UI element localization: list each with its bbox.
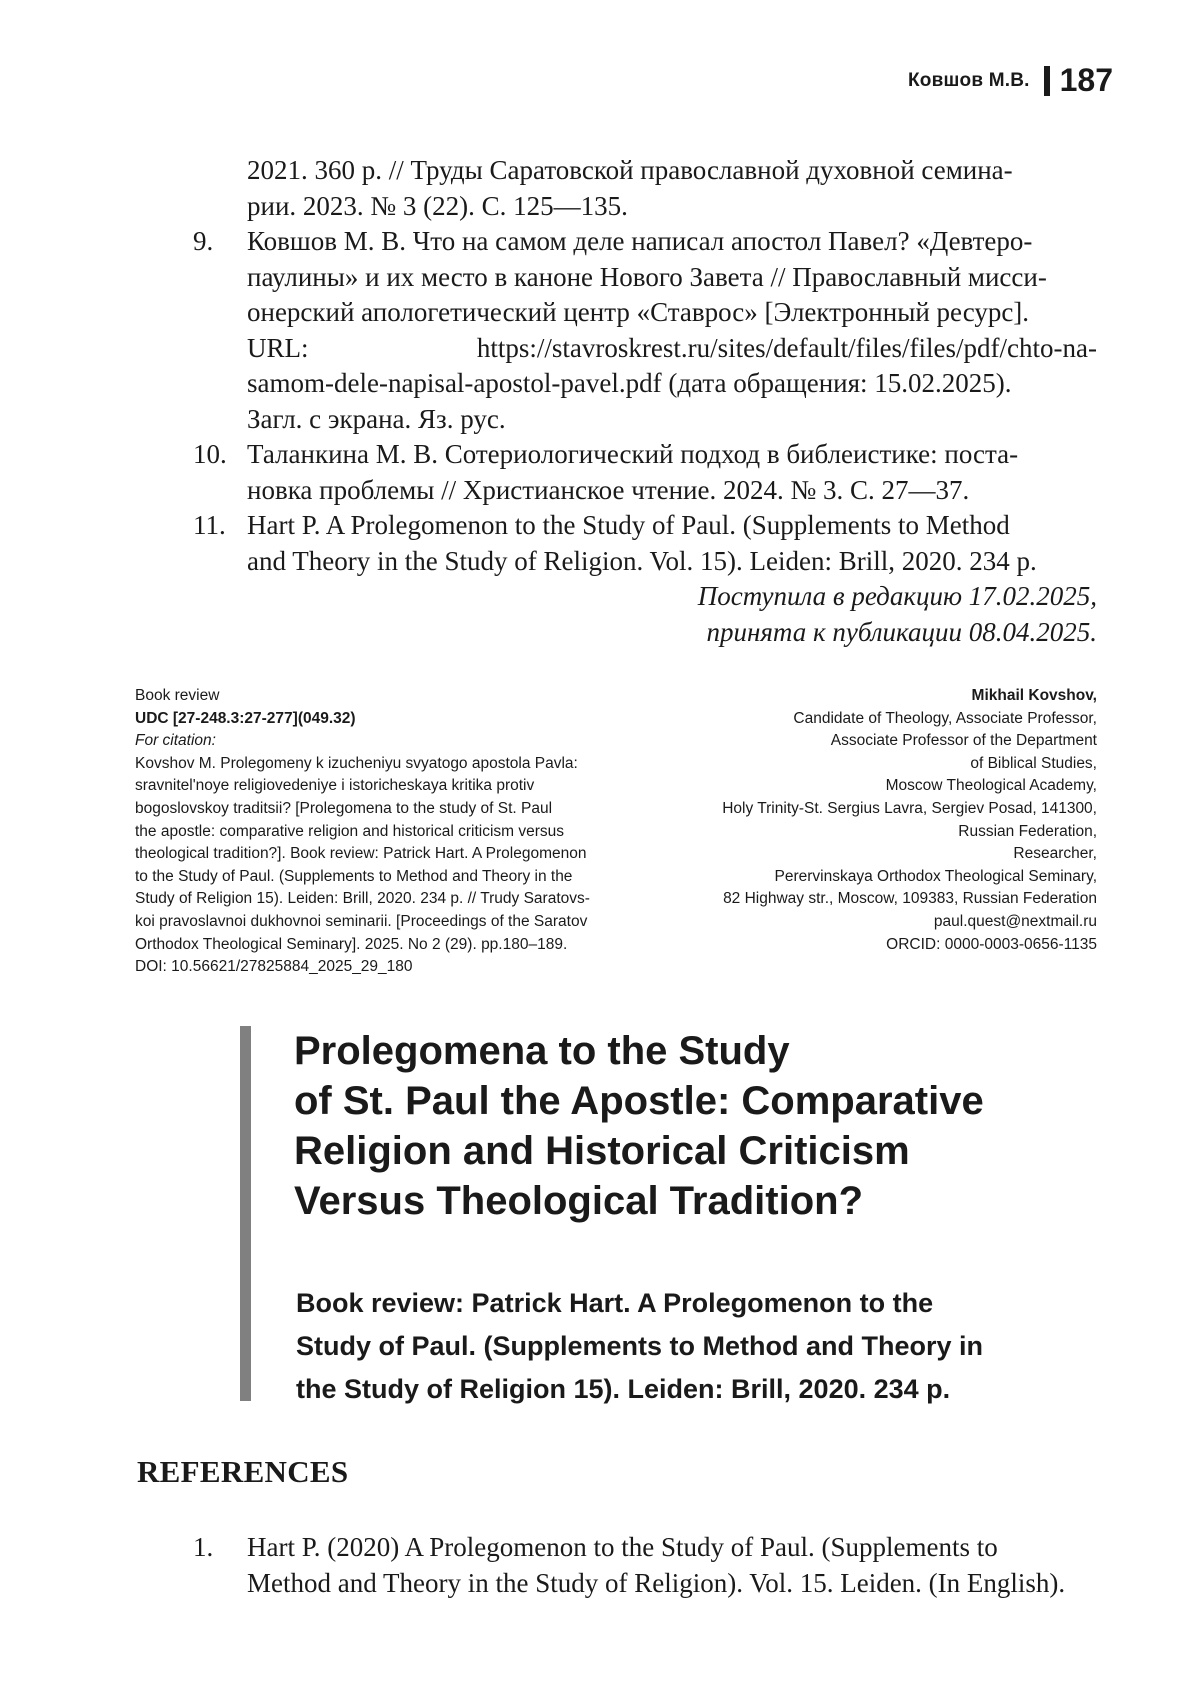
title-block xyxy=(240,1026,1131,1404)
citation-line: koi pravoslavnoi dukhovnoi seminarii. [Proceedings of the Saratov xyxy=(135,912,588,930)
reference-number: 9. xyxy=(193,226,214,256)
text-line: Загл. с экрана. Яз. рус. xyxy=(247,403,506,434)
citation-line: Study of Religion 15). Leiden: Brill, 2020. 234 p. // Trudy Saratovs- xyxy=(135,890,590,908)
author-info-line: Candidate of Theology, Associate Professor, xyxy=(793,709,1097,727)
citation-line: to the Study of Paul. (Supplements to Method and Theory in the xyxy=(135,867,573,885)
reference-item xyxy=(193,508,1097,579)
article-title xyxy=(294,1026,1114,1226)
author-email[interactable]: paul.quest@nextmail.ru xyxy=(933,912,1097,930)
citation-line: Kovshov M. Prolegomeny k izucheniyu svyatogo apostola Pavla: xyxy=(135,754,578,772)
text-line: and Theory in the Study of Religion. Vol. 15). Leiden: Brill, 2020. 234 p. xyxy=(247,545,1037,576)
text-line: новка проблемы // Христианское чтение. 2024. № 3. С. 27—37. xyxy=(247,474,970,505)
reference-number: 11. xyxy=(193,510,226,540)
author-info-line: Moscow Theological Academy, xyxy=(885,777,1097,795)
text-line: Ковшов М. В. Что на самом деле написал апостол Павел? «Девтеро- xyxy=(247,226,1033,256)
references-heading: REFERENCES xyxy=(137,1454,349,1489)
author-info-line: Associate Professor of the Department xyxy=(830,732,1097,750)
url-link[interactable]: https://stavroskrest.ru/sites/default/files/files/pdf/chto-na- xyxy=(476,332,1097,363)
for-citation-label: For citation: xyxy=(135,732,216,750)
title-line: Prolegomena to the Study xyxy=(294,1029,790,1073)
text-line: Method and Theory in the Study of Religion). Vol. 15. Leiden. (In English). xyxy=(247,1567,1066,1598)
references-english xyxy=(193,1530,1097,1601)
text-line: паулины» и их место в каноне Нового Завета // Православный мисси- xyxy=(247,261,1047,292)
text-line: 2021. 360 p. // Труды Саратовской православной духовной семина- xyxy=(247,155,1013,185)
author-info-line: 82 Highway str., Moscow, 109383, Russian Federation xyxy=(723,890,1097,908)
article-metadata xyxy=(135,685,625,979)
article-subtitle xyxy=(296,1282,1116,1411)
text-line: Hart P. A Prolegomenon to the Study of Paul. (Supplements to Method xyxy=(247,510,1010,540)
reference-number: 1. xyxy=(193,1532,214,1562)
text-line: Таланкина М. В. Сотериологический подход в библеистике: поста- xyxy=(247,439,1019,469)
reference-item xyxy=(193,437,1097,508)
title-line: Religion and Historical Criticism xyxy=(294,1129,910,1173)
reference-item xyxy=(193,224,1097,437)
accepted-line: принята к публикации 08.04.2025. xyxy=(706,616,1097,647)
references-russian xyxy=(193,153,1097,650)
received-dates xyxy=(193,579,1097,650)
author-info-line: Holy Trinity-St. Sergius Lavra, Sergiev Posad, 141300, xyxy=(722,799,1097,817)
reference-continuation xyxy=(193,153,1097,224)
citation-line: sravnitel'noye religiovedeniye i istoricheskaya kritika protiv xyxy=(135,777,535,795)
title-line: Versus Theological Tradition? xyxy=(294,1179,864,1223)
citation-line: theological tradition?]. Book review: Patrick Hart. A Prolegomenon xyxy=(135,845,587,863)
text-line: samom-dele-napisal-apostol-pavel.pdf (дата обращения: 15.02.2025). xyxy=(247,368,1012,398)
citation-line: bogoslovskoy traditsii? [Prolegomena to the study of St. Paul xyxy=(135,799,553,817)
article-type: Book review xyxy=(135,687,220,704)
author-info-line: Researcher, xyxy=(1013,845,1097,863)
title-line: of St. Paul the Apostle: Comparative xyxy=(294,1079,984,1123)
running-head-divider xyxy=(1044,66,1050,96)
udc-code: UDC [27-248.3:27-277](049.32) xyxy=(135,709,356,727)
subtitle-line: Study of Paul. (Supplements to Method and Theory in xyxy=(296,1331,984,1361)
citation-line: the apostle: comparative religion and historical criticism versus xyxy=(135,822,565,840)
text-line: рии. 2023. № 3 (22). С. 125—135. xyxy=(247,190,628,221)
author-info xyxy=(627,685,1097,956)
received-line: Поступила в редакцию 17.02.2025, xyxy=(697,581,1097,611)
author-name: Mikhail Kovshov, xyxy=(971,687,1097,704)
reference-url-line xyxy=(247,331,1097,367)
running-head xyxy=(908,62,1113,99)
reference-number: 10. xyxy=(193,439,227,469)
text-line: онерский апологетический центр «Ставрос» [Электронный ресурс]. xyxy=(247,297,1030,327)
author-orcid: ORCID: 0000-0003-0656-1135 xyxy=(886,935,1097,953)
running-head-author: Ковшов М.В. xyxy=(908,69,1030,91)
subtitle-line: Book review: Patrick Hart. A Prolegomenon to the xyxy=(296,1288,934,1318)
page-number: 187 xyxy=(1059,62,1113,98)
reference-item xyxy=(193,1530,1097,1601)
author-info-line: Russian Federation, xyxy=(958,822,1097,840)
text-line: Hart P. (2020) A Prolegomenon to the Study of Paul. (Supplements to xyxy=(247,1532,998,1562)
doi-link[interactable]: DOI: 10.56621/27825884_2025_29_180 xyxy=(135,958,413,976)
citation-line: Orthodox Theological Seminary]. 2025. No 2 (29). pp.180–189. xyxy=(135,935,568,953)
author-info-line: of Biblical Studies, xyxy=(970,754,1097,772)
author-info-line: Perervinskaya Orthodox Theological Seminary, xyxy=(774,867,1097,885)
subtitle-line: the Study of Religion 15). Leiden: Brill, 2020. 234 p. xyxy=(296,1374,951,1404)
url-label: URL: xyxy=(247,332,309,363)
